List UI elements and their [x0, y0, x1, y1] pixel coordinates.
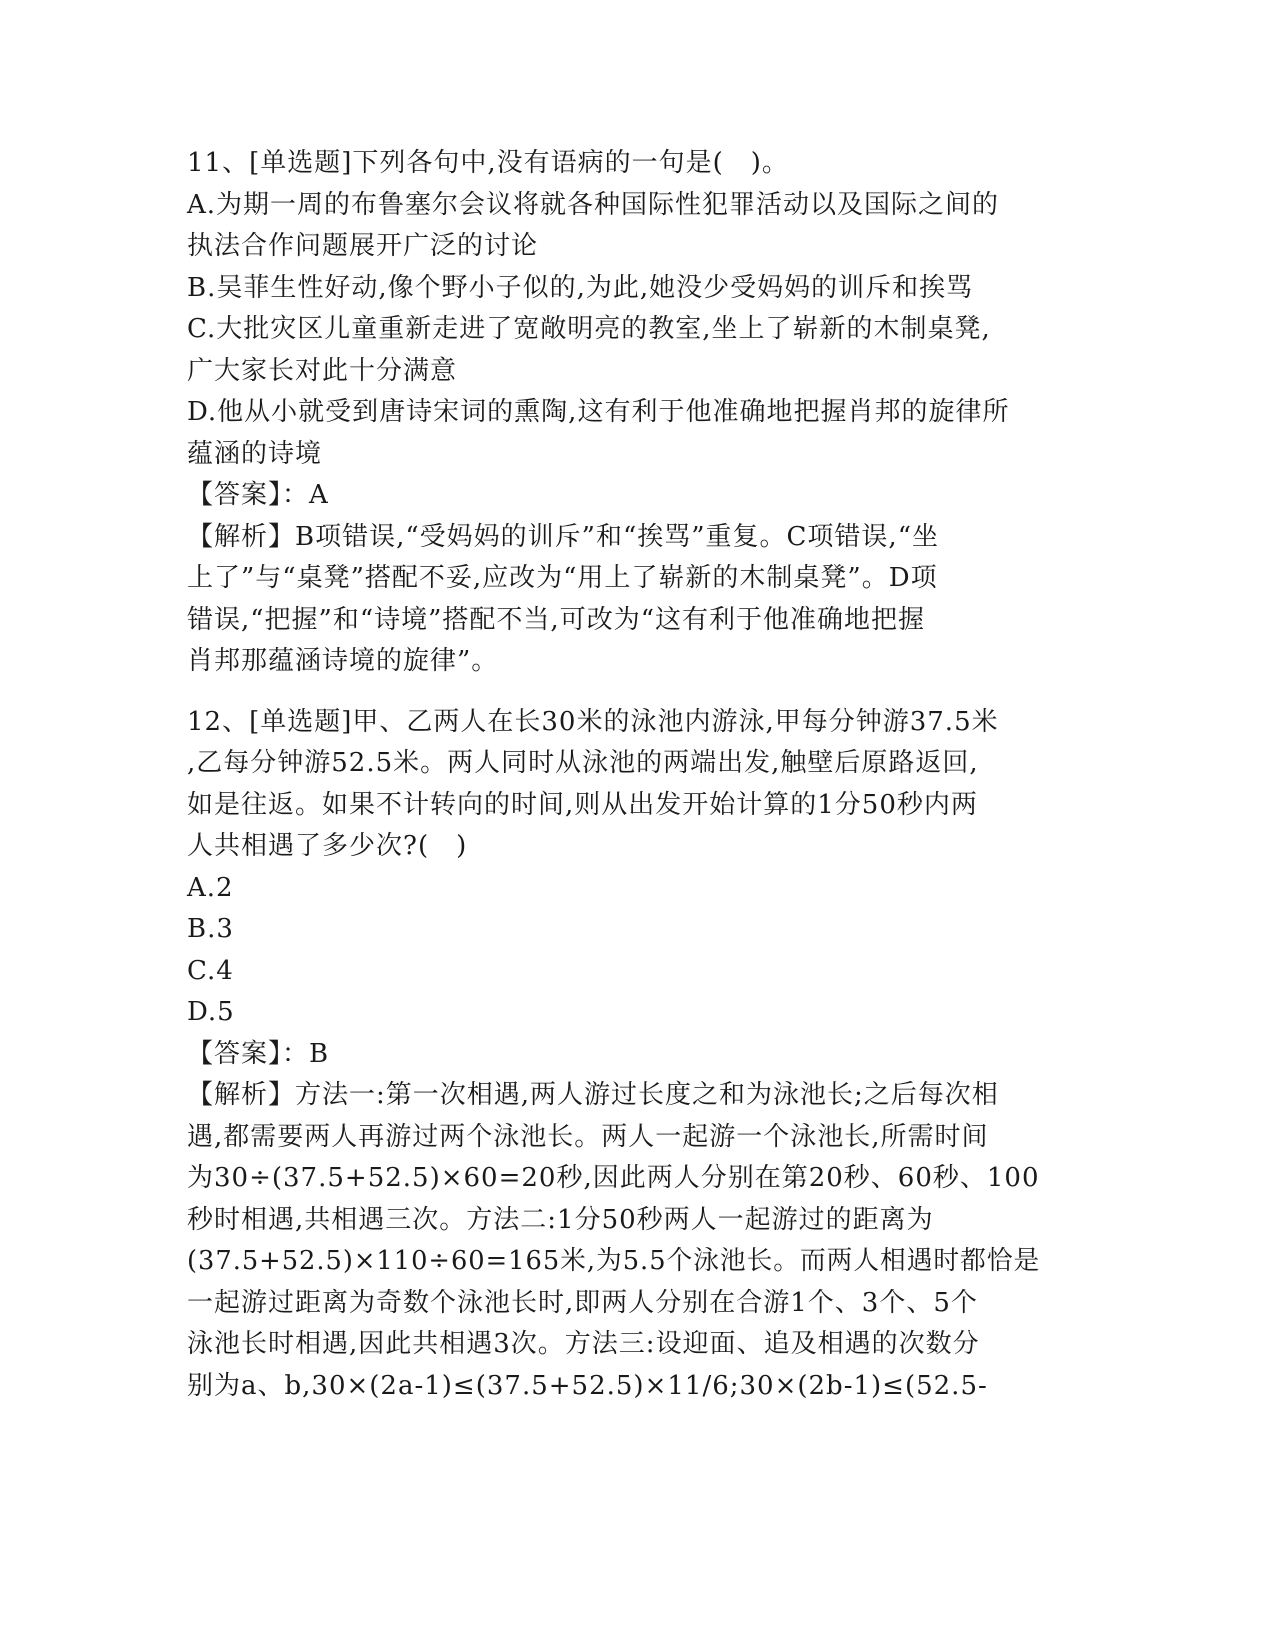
- q12-analysis-cont: (37.5+52.5)×110÷60=165米,为5.5个泳池长。而两人相遇时都恰是: [187, 1246, 1041, 1276]
- q12-stem: 12、[单选题]甲、乙两人在长30米的泳池内游泳,甲每分钟游37.5米: [187, 707, 999, 737]
- q11-analysis: 【解析】B项错误,“受妈妈的训斥”和“挨骂”重复。C项错误,“坐: [187, 522, 939, 552]
- q12-analysis-cont: 一起游过距离为奇数个泳池长时,即两人分别在合游1个、3个、5个: [187, 1288, 978, 1318]
- q12-option-d: D.5: [187, 997, 235, 1027]
- q11-option-c-cont: 广大家长对此十分满意: [187, 356, 458, 386]
- q12-analysis-cont: 泳池长时相遇,因此共相遇3次。方法三:设迎面、追及相遇的次数分: [187, 1329, 980, 1359]
- q12-stem-cont: 人共相遇了多少次?( ): [187, 831, 468, 861]
- q12-option-a: A.2: [187, 873, 234, 903]
- q12-analysis-cont: 遇,都需要两人再游过两个泳池长。两人一起游一个泳池长,所需时间: [187, 1122, 989, 1152]
- q11-analysis-cont: 错误,“把握”和“诗境”搭配不当,可改为“这有利于他准确地把握: [187, 605, 925, 635]
- q11-option-a: A.为期一周的布鲁塞尔会议将就各种国际性犯罪活动以及国际之间的: [187, 190, 1000, 220]
- q12-analysis-cont: 秒时相遇,共相遇三次。方法二:1分50秒两人一起游过的距离为: [187, 1205, 934, 1235]
- q11-option-d: D.他从小就受到唐诗宋词的熏陶,这有利于他准确地把握肖邦的旋律所: [187, 397, 1010, 427]
- q12-option-c: C.4: [187, 956, 234, 986]
- q12-stem-cont: ,乙每分钟游52.5米。两人同时从泳池的两端出发,触壁后原路返回,: [187, 748, 979, 778]
- q11-option-c: C.大批灾区儿童重新走进了宽敞明亮的教室,坐上了崭新的木制桌凳,: [187, 314, 991, 344]
- q12-option-b: B.3: [187, 914, 234, 944]
- q11-option-d-cont: 蕴涵的诗境: [187, 439, 323, 469]
- q12-stem-cont: 如是往返。如果不计转向的时间,则从出发开始计算的1分50秒内两: [187, 790, 978, 820]
- q12-analysis-cont: 别为a、b,30×(2a-1)≤(37.5+52.5)×11/6;30×(2b-1)≤(52.5-: [187, 1371, 988, 1401]
- q11-answer: 【答案】：A: [187, 480, 329, 510]
- q11-analysis-cont: 上了”与“桌凳”搭配不妥,应改为“用上了崭新的木制桌凳”。D项: [187, 563, 938, 593]
- q11-option-a-cont: 执法合作问题展开广泛的讨论: [187, 231, 539, 261]
- q11-option-b: B.吴菲生性好动,像个野小子似的,为此,她没少受妈妈的训斥和挨骂: [187, 273, 974, 303]
- q12-analysis-cont: 为30÷(37.5+52.5)×60=20秒,因此两人分别在第20秒、60秒、100: [187, 1163, 1040, 1193]
- q11-stem: 11、[单选题]下列各句中,没有语病的一句是( )。: [187, 148, 789, 178]
- q11-analysis-cont: 肖邦那蕴涵诗境的旋律”。: [187, 646, 499, 676]
- q12-answer: 【答案】：B: [187, 1039, 330, 1069]
- q12-analysis: 【解析】方法一:第一次相遇,两人游过长度之和为泳池长;之后每次相: [187, 1080, 999, 1110]
